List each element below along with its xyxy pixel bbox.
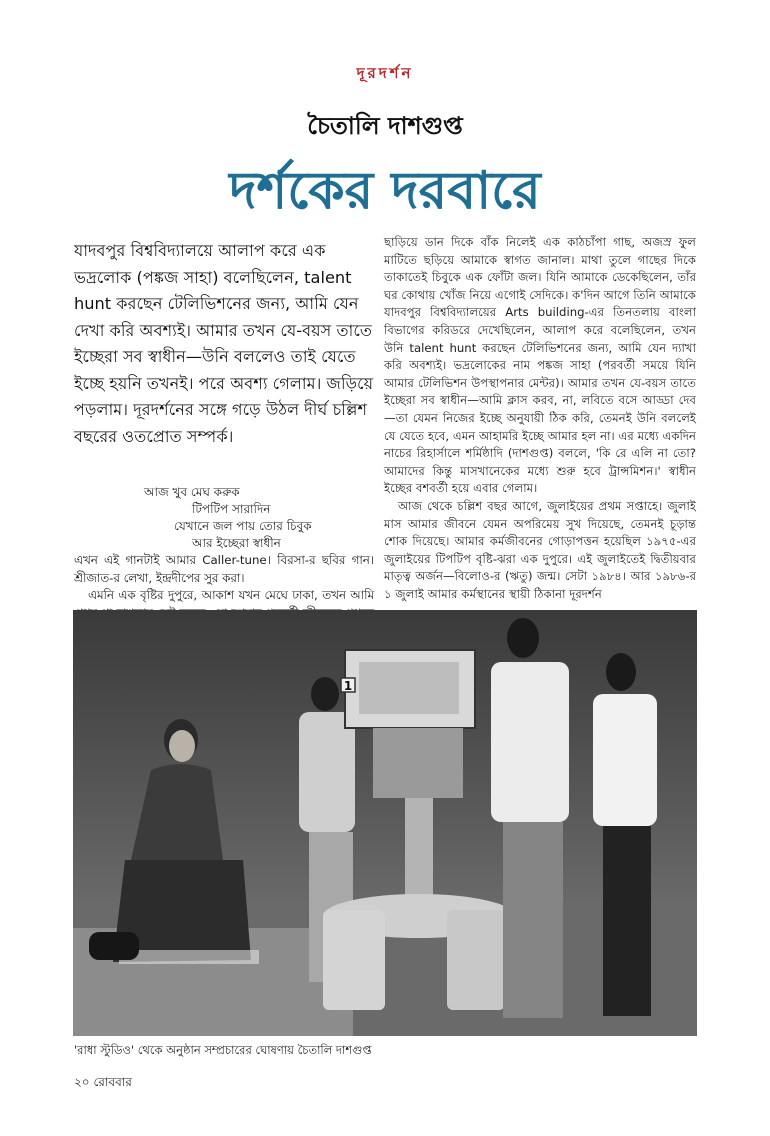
presenter-figure <box>113 719 259 964</box>
photo-caption: 'রাধা স্টুডিও' থেকে অনুষ্ঠান সম্প্রচারের ঘোষণায় চৈতালি দাশগুপ্ত <box>74 1043 372 1057</box>
lyric-line: আজ খুব মেঘ করুক <box>144 485 240 499</box>
lyric-line: আর ইচ্ছেরা স্বাধীন <box>192 536 281 550</box>
right-column <box>384 234 696 603</box>
left-column <box>74 238 374 640</box>
studio-photo-illustration <box>73 610 697 1036</box>
studio-photo <box>73 610 697 1036</box>
lyric-line: টিপটিপ সারাদিন <box>192 502 271 516</box>
publication-name: রোববার <box>93 1075 132 1089</box>
body-paragraph: আজ থেকে চল্লিশ বছর আগে, জুলাইয়ের প্রথম সপ্তাহে। জুলাই মাস আমার জীবনে যেমন অপরিমেয় সুখ দিয়েছে, তেমনই চূড়ান্ত শোক দিয়েছে। আমার কর্মজীবনের গোড়াপত্তন হয়েছিল ১৯৭৫-এর জুলাইয়ের টিপটিপ বৃষ্টি-ঝরা এক দুপুরে। এই জুলাইতেই দ্বিতীয়বার মাতৃত্ব অর্জন—বিলোও-র (ঋতু) জন্ম। সেটা ১৯৮৪। আর ১৯৮৬-র ১ জুলাই আমার কর্মস্থানের স্থায়ী ঠিকানা দূরদর্শন <box>384 498 696 601</box>
article-title: দর্শকের দরবারে <box>229 161 541 221</box>
handbag <box>89 932 139 960</box>
page-footer <box>74 1074 132 1094</box>
song-lyrics <box>74 484 374 552</box>
camera-number: 1 <box>343 679 353 693</box>
page-number: ২০ <box>74 1075 90 1089</box>
body-paragraph: ছাড়িয়ে ডান দিকে বাঁক নিলেই এক কাঠচাঁপা গাছ, অজস্র ফুল মাটিতে ছড়িয়ে আমাকে স্বাগত জানাল। মাথা তুলে গাছের দিকে তাকাতেই চিবুকে এক ফোঁটা জল। যিনি আমাকে ডেকেছিলেন, তাঁর ঘর কোথায় খোঁজ নিয়ে এগোই সেদিকে। ক'দিন আগে তিনি আমাকে যাদবপুর বিশ্ববিদ্যালয়ের Arts building-এর তিনতলায় বাংলা বিভাগের করিডরে দেখেছিলেন, আলাপ করে বলেছিলেন, তখন উনি talent hunt করছেন টেলিভিশনের জন্য, আমি যেন দ্যাখা করি অবশ্যই। ভদ্রলোকের নাম পঙ্কজ সাহা (পরবর্তী সময়ে যিনি আমার টেলিভিশন উপস্থাপনার মেন্টর)। আমার তখন যে-বয়স তাতে ইচ্ছেরা সব স্বাধীন—আমি ক্লাস করব, না, লবিতে বসে আড্ডা দেব—তা যেমন নিজের ইচ্ছে অনুযায়ী ঠিক করি, তেমনই উনি বললেই যে যেতে হবে, এমন আহামরি ইচ্ছে আমার হল না। এর মধ্যে একদিন নাচের রিহার্সালে শর্মিষ্ঠাদি (দাশগুপ্ত) বললে, 'কি রে এলি না তো? আমাদের কিন্তু মাসখানেকের মধ্যে শুরু হবে ট্রান্সমিশন।' স্বাধীন ইচ্ছের বশবর্তী হয়ে এবার গেলাম। <box>384 235 696 496</box>
author-name: চৈতালি দাশগুপ্ত <box>307 112 463 140</box>
section-label: দূরদর্শন <box>356 64 414 82</box>
lead-paragraph: যাদবপুর বিশ্ববিদ্যালয়ে আলাপ করে এক ভদ্রলোক (পঙ্কজ সাহা) বলেছিলেন, talent hunt করছেন টেলিভিশনের জন্য, আমি যেন দেখা করি অবশ্যই। আমার তখন যে-বয়স তাতে ইচ্ছেরা সব স্বাধীন—উনি বললেও তাই যেতে ইচ্ছে হয়নি তখনই। পরে অবশ্য গেলাম। জড়িয়ে পড়লাম। দূরদর্শনের সঙ্গে গড়ে উঠল দীর্ঘ চল্লিশ বছরের ওতপ্রোত সম্পর্ক। <box>74 241 374 446</box>
body-paragraph: এমনি এক বৃষ্টির দুপুরে, আকাশ যখন মেঘে ঢাকা, তখন আমি <box>88 588 374 603</box>
body-paragraph: এখন এই গানটাই আমার Caller-tune। বিরসা-র ছবির গান। শ্রীজাত-র লেখা, ইন্দ্রদীপের সুর করা। <box>74 553 374 585</box>
lyric-line: যেখানে জল পায় তোর চিবুক <box>174 519 312 533</box>
